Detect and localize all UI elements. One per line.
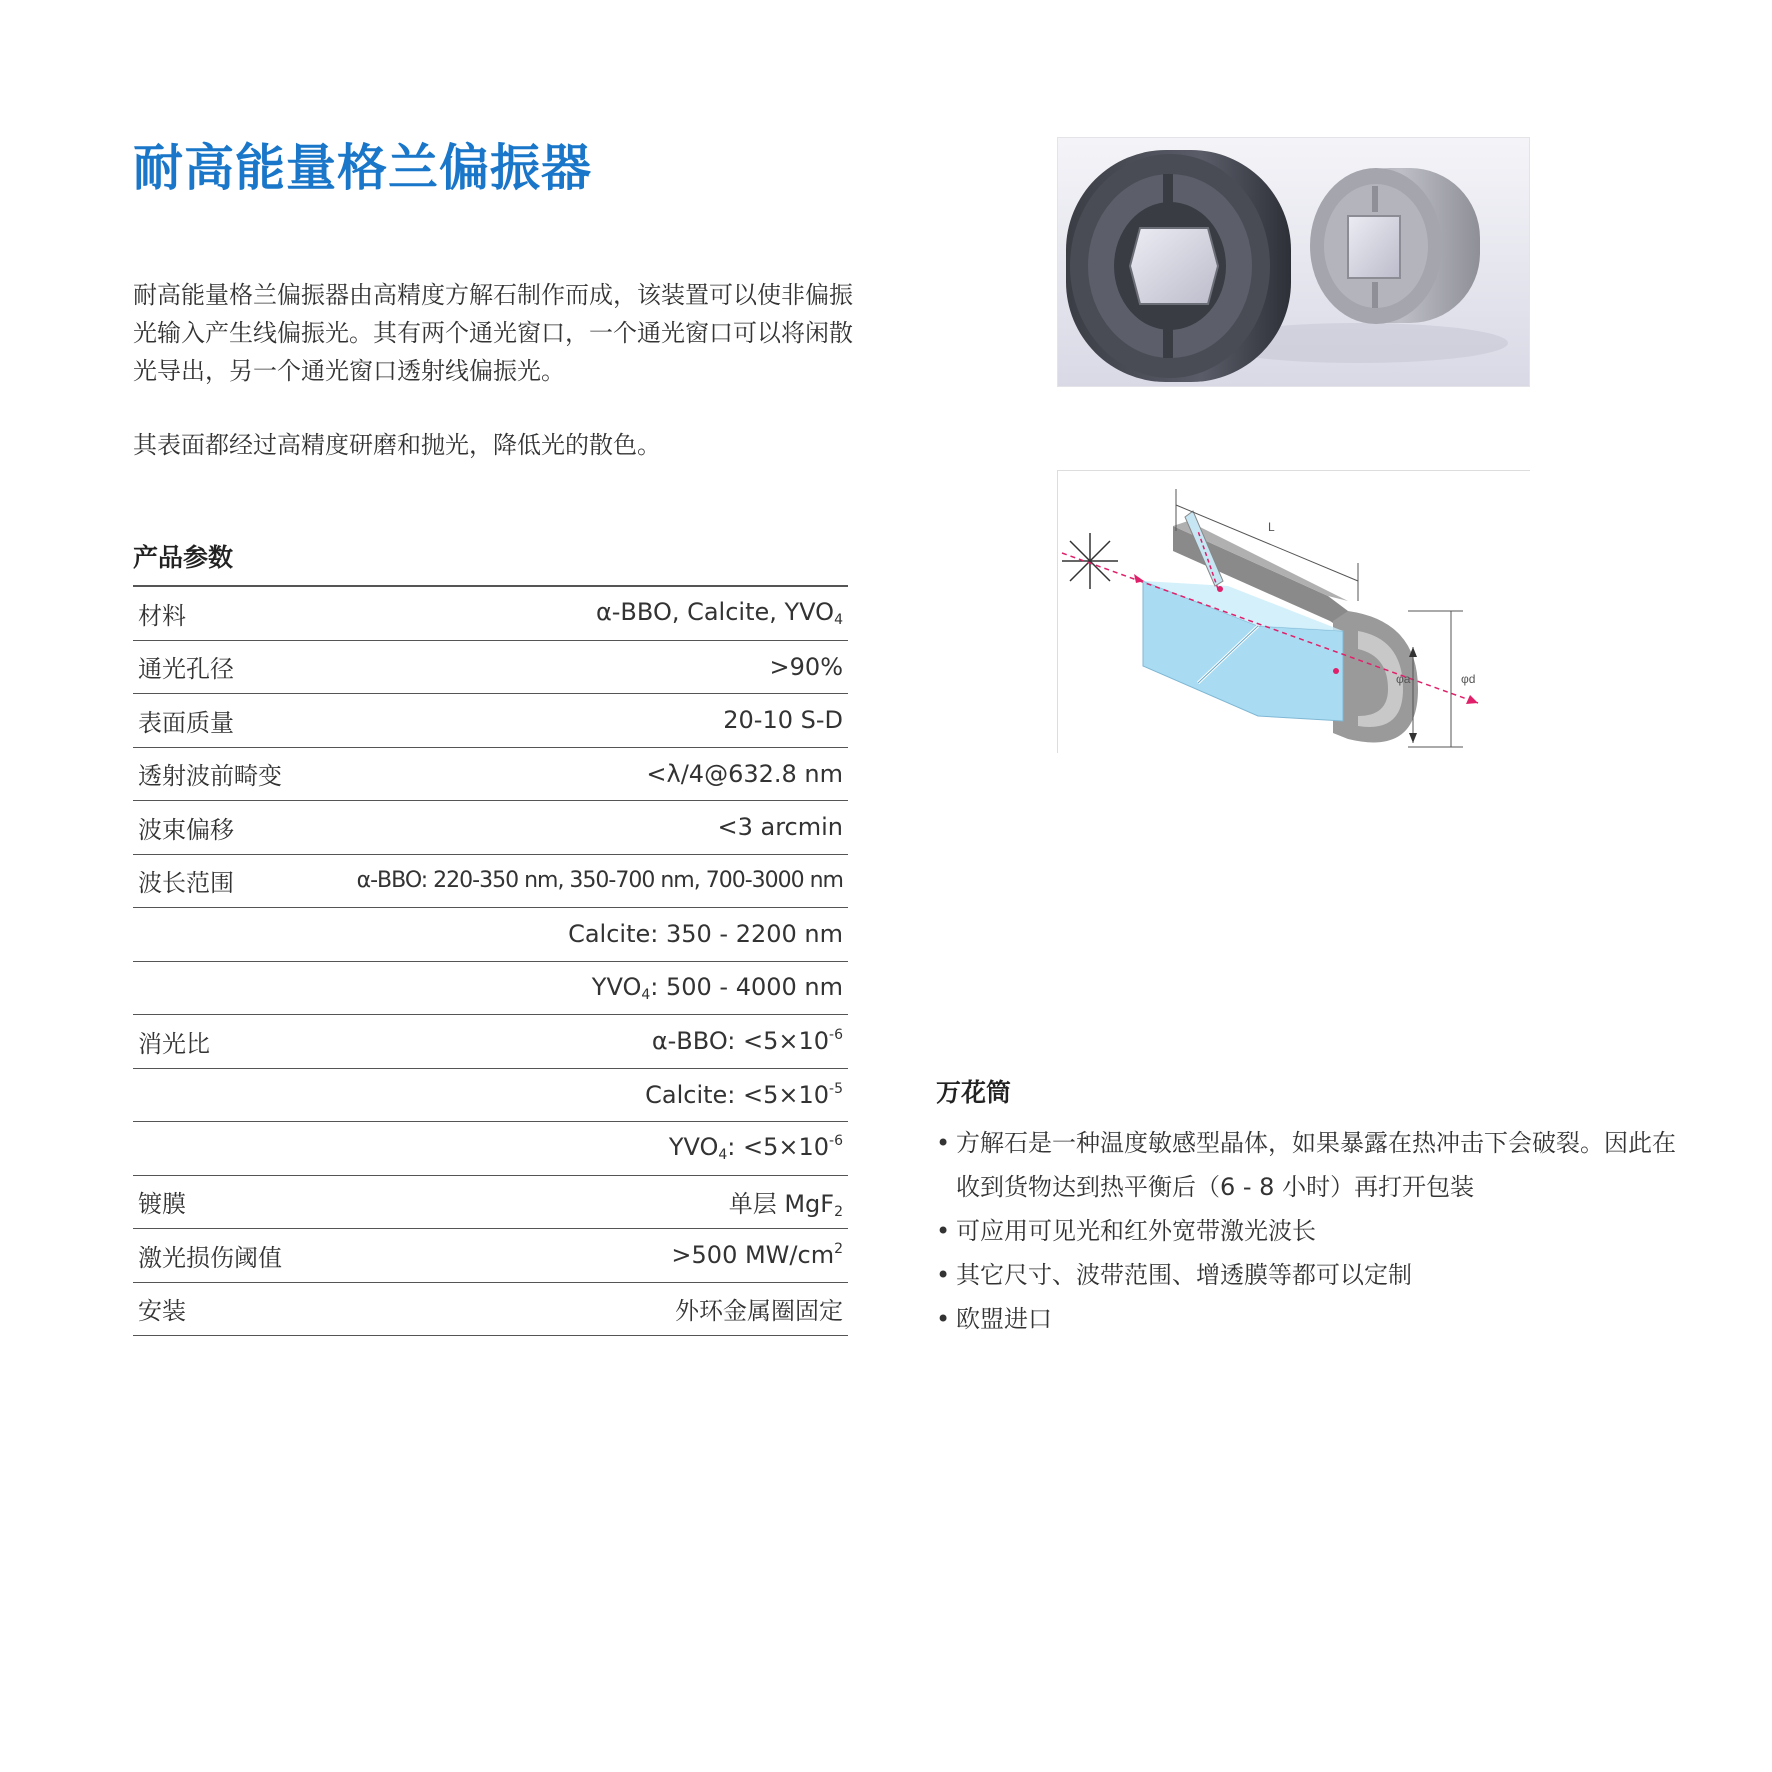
length-label: L (1268, 520, 1275, 534)
spec-label: 表面质量 (138, 708, 234, 737)
spec-table (133, 585, 848, 1336)
list-item: • 可应用可见光和红外宽带激光波长 (936, 1209, 1696, 1253)
spec-value: $YVO_4$: $<5\times 10^{-6}$ (668, 1133, 843, 1164)
spec-row-extinction-calcite (133, 1069, 848, 1123)
spec-label: 安装 (138, 1297, 186, 1326)
product-photo-svg (1058, 138, 1530, 387)
spec-value: α-BBO: $<5\times 10^{-6}$ (651, 1027, 843, 1056)
spec-row-wavelength-calcite (133, 908, 848, 962)
unpolarized-light-icon (1062, 533, 1118, 589)
diameter-label: φd (1461, 672, 1476, 686)
spec-row-mounting (133, 1283, 848, 1337)
page-title: 耐高能量格兰偏振器 (133, 139, 592, 197)
spec-row-aperture (133, 641, 848, 695)
spec-value: <3 arcmin (717, 813, 843, 842)
notes-list (936, 1121, 1696, 1341)
spec-value: Calcite: 350 - 2200 nm (568, 920, 843, 949)
spec-label: 波长范围 (138, 869, 234, 898)
spec-row-wavelength-yvo4 (133, 962, 848, 1016)
spec-value: >500 $MW/cm^2$ (671, 1241, 843, 1270)
spec-value: $YVO_4$: 500 - 4000 nm (591, 972, 843, 1003)
list-item: • 方解石是一种温度敏感型晶体，如果暴露在热冲击下会破裂。因此在收到货物达到热平衡后（6 - 8 小时）再打开包装 (936, 1121, 1696, 1209)
intro-text (133, 276, 863, 464)
spec-label: 消光比 (138, 1029, 210, 1058)
spec-row-wavelength (133, 855, 848, 909)
spec-label: 激光损伤阈值 (138, 1243, 282, 1272)
spec-label: 材料 (138, 601, 186, 630)
notes-section (936, 1073, 1696, 1341)
spec-value: 20-10 S-D (723, 706, 843, 735)
spec-row-coating (133, 1176, 848, 1230)
spec-row-extinction (133, 1015, 848, 1069)
spec-value: >90% (769, 652, 843, 681)
spec-row-damage-threshold (133, 1229, 848, 1283)
spec-label: 通光孔径 (138, 655, 234, 684)
intro-paragraph-1: 耐高能量格兰偏振器由高精度方解石制作而成，该装置可以使非偏振光输入产生线偏振光。其有两个通光窗口，一个通光窗口可以将闲散光导出，另一个通光窗口透射线偏振光。 (133, 281, 853, 385)
spec-value: <λ/4@632.8 nm (646, 759, 843, 788)
notes-heading: 万花筒 (936, 1078, 1012, 1107)
spec-value: 外环金属圈固定 (675, 1297, 843, 1326)
spec-row-extinction-yvo4 (133, 1122, 848, 1176)
polarizer-diagram (1057, 470, 1530, 753)
product-photo (1057, 137, 1530, 387)
aperture-label: φa (1396, 672, 1411, 686)
spec-label: 波束偏移 (138, 815, 234, 844)
spec-row-beam-deviation (133, 801, 848, 855)
spec-value: 单层 MgF$_2$ (728, 1189, 843, 1220)
spec-row-material (133, 587, 848, 641)
spec-row-surface-quality (133, 694, 848, 748)
spec-value: α-BBO, Calcite, $YVO_4$ (595, 598, 843, 629)
spec-value: Calcite: $<5\times 10^{-5}$ (645, 1080, 843, 1109)
spec-row-wavefront (133, 748, 848, 802)
spec-value: α-BBO: 220-350 nm, 350-700 nm, 700-3000 nm (356, 868, 843, 894)
spec-label: 透射波前畸变 (138, 762, 282, 791)
list-item: • 欧盟进口 (936, 1297, 1696, 1341)
polarizer-diagram-svg (1058, 471, 1530, 753)
list-item: • 其它尺寸、波带范围、增透膜等都可以定制 (936, 1253, 1696, 1297)
spec-label: 镀膜 (138, 1190, 186, 1219)
spec-heading: 产品参数 (133, 543, 234, 572)
intro-paragraph-2: 其表面都经过高精度研磨和抛光，降低光的散色。 (133, 431, 661, 459)
